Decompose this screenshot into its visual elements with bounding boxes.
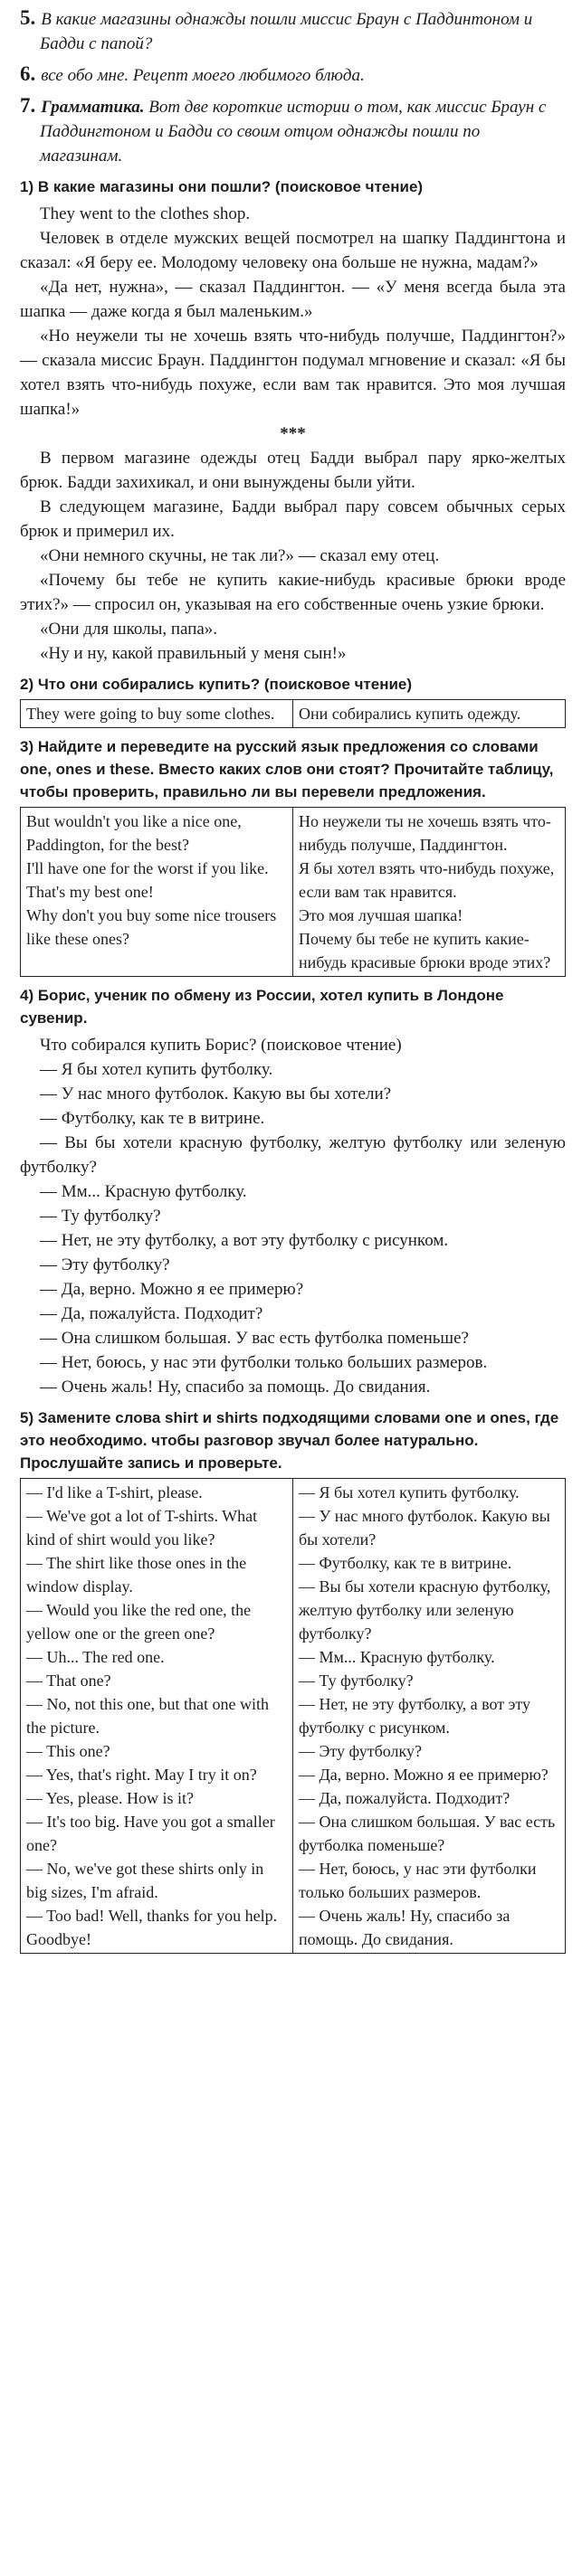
task-6 — [20, 62, 566, 88]
table-line: — Мм... Красную футболку. — [299, 1648, 495, 1666]
dialog-line: — Эту футболку? — [40, 1255, 170, 1274]
table-line: I'll have one for the worst if you like. — [26, 859, 269, 877]
table-line: But wouldn't you like a nice one, Paddington, for the best? — [26, 812, 242, 854]
section-separator: *** — [280, 424, 306, 443]
story-line: «Почему бы тебе не купить какие-нибудь красивые брюки вроде этих?» — спросил он, указывая на его собственные очень узкие брюки. — [20, 571, 566, 614]
task-number: 5. — [20, 6, 36, 29]
table-line: — Uh... The red one. — [26, 1648, 165, 1666]
section-5-heading: 5) Замените слова shirt и shirts подходящими словами one и ones, где это необходимо. чтобы разговор звучал более натурально. Прослушайте запись и проверьте. — [20, 1409, 559, 1472]
task-number: 7. — [20, 94, 36, 117]
dialog-line: — Она слишком большая. У вас есть футболка поменьше? — [40, 1329, 469, 1348]
table-line: — Нет, не эту футболку, а вот эту футболку с рисунком. — [299, 1695, 530, 1737]
task-text: Вот две короткие истории о том, как миссис Браун с Паддингтоном и Бадди со своим отцом однажды пошли по магазинам. — [40, 98, 547, 166]
answer-table — [20, 699, 566, 728]
table-line: — This one? — [26, 1742, 110, 1760]
dialog-line: — Ту футболку? — [40, 1207, 161, 1226]
task-number: 6. — [20, 62, 36, 85]
dialog-line: — Да, верно. Можно я ее примерю? — [40, 1280, 304, 1299]
dialog-line: Что собирался купить Борис? (поисковое чтение) — [40, 1036, 402, 1055]
table-line: — That one? — [26, 1672, 111, 1690]
table-line: — It's too big. Have you got a smaller one? — [26, 1813, 275, 1854]
table-line: Это моя лучшая шапка! — [299, 906, 463, 924]
table-cell-en: They were going to buy some clothes. — [21, 700, 293, 728]
table-line: — Да, пожалуйста. Подходит? — [299, 1789, 510, 1807]
table-line: — The shirt like those ones in the window display. — [26, 1554, 247, 1596]
table-cell-ru — [293, 808, 566, 977]
table-line: — Too bad! Well, thanks for you help. Goodbye! — [26, 1907, 278, 1948]
translation-table — [20, 807, 566, 977]
dialog-line: — Мм... Красную футболку. — [40, 1182, 247, 1201]
story-line: В следующем магазине, Бадди выбрал пару совсем обычных серых брюк и примерил их. — [20, 497, 566, 541]
table-line: That's my best one! — [26, 883, 154, 901]
task-7 — [20, 93, 566, 168]
table-line: — Yes, please. How is it? — [26, 1789, 194, 1807]
section-4-heading: 4) Борис, ученик по обмену из России, хотел купить в Лондоне сувенир. — [20, 987, 504, 1027]
table-line: — No, we've got these shirts only in big sizes, I'm afraid. — [26, 1860, 264, 1901]
table-line: Why don't you buy some nice trousers like these ones? — [26, 906, 277, 948]
section-1-heading: 1) В какие магазины они пошли? (поисковое чтение) — [20, 178, 424, 195]
table-line: — No, not this one, but that one with the picture. — [26, 1695, 269, 1737]
table-line: — Вы бы хотели красную футболку, желтую футболку или зеленую футболку? — [299, 1577, 551, 1643]
dialog-line: — Нет, боюсь, у нас эти футболки только больших размеров. — [40, 1353, 488, 1372]
table-cell-ru — [293, 1479, 566, 1954]
story-line: «Да нет, нужна», — сказал Паддингтон. — «У меня всегда была эта шапка — даже когда я был маленьким.» — [20, 278, 566, 321]
table-line: Но неужели ты не хочешь взять что-нибудь получше, Паддингтон. — [299, 812, 551, 854]
table-cell-en — [21, 808, 293, 977]
table-line: Я бы хотел взять что-нибудь похуже, если вам так нравится. — [299, 859, 555, 901]
table-line: — Эту футболку? — [299, 1742, 422, 1760]
dialog-line: — Вы бы хотели красную футболку, желтую футболку или зеленую футболку? — [20, 1133, 566, 1177]
table-row — [21, 1479, 566, 1954]
section-3-heading: 3) Найдите и переведите на русский язык предложения со словами one, ones и these. Вместо каких слов они стоят? Прочитайте таблицу, чтобы проверить, правильно ли вы перевели предложения. — [20, 738, 554, 800]
table-row — [21, 700, 566, 728]
story-line: В первом магазине одежды отец Бадди выбрал пару ярко-желтых брюк. Бадди захихикал, и они вынуждены были уйти. — [20, 449, 566, 492]
task-label: Грамматика. — [41, 98, 145, 117]
story-line: «Ну и ну, какой правильный у меня сын!» — [40, 644, 347, 663]
table-line: — Да, верно. Можно я ее примерю? — [299, 1766, 549, 1784]
dialog-line: — У нас много футболок. Какую вы бы хотели? — [40, 1084, 392, 1103]
table-line: — Футболку, как те в витрине. — [299, 1554, 512, 1572]
dialog-line: — Да, пожалуйста. Подходит? — [40, 1304, 263, 1323]
table-line: — We've got a lot of T-shirts. What kind of shirt would you like? — [26, 1507, 258, 1548]
table-cell-en — [21, 1479, 293, 1954]
task-text: все обо мне. Рецепт моего любимого блюда. — [41, 66, 365, 85]
story-line: «Но неужели ты не хочешь взять что-нибудь получше, Паддингтон?» — сказала миссис Браун. Паддингтон подумал мгновение и сказал: «Я бы хотел взять что-нибудь похуже, если вам так нравится. Это моя лучшая шапка!» — [20, 327, 566, 419]
story-line: «Они немного скучны, не так ли?» — сказал ему отец. — [40, 546, 440, 565]
dialog-table — [20, 1478, 566, 1954]
table-line: — Yes, that's right. May I try it on? — [26, 1766, 257, 1784]
section-2-heading: 2) Что они собирались купить? (поисковое чтение) — [20, 676, 413, 693]
table-line: — I'd like a T-shirt, please. — [26, 1483, 203, 1501]
table-line: — Ту футболку? — [299, 1672, 414, 1690]
dialog-line: — Футболку, как те в витрине. — [40, 1109, 265, 1128]
table-line: Почему бы тебе не купить какие-нибудь красивые брюки вроде этих? — [299, 930, 551, 971]
table-row — [21, 808, 566, 977]
table-line: — Она слишком большая. У вас есть футболка поменьше? — [299, 1813, 556, 1854]
table-line: — Очень жаль! Ну, спасибо за помощь. До свидания. — [299, 1907, 510, 1948]
story-line: Человек в отделе мужских вещей посмотрел на шапку Паддингтона и сказал: «Я беру ее. Молодому человеку она больше не нужна, мадам?» — [20, 229, 566, 272]
task-5 — [20, 5, 566, 56]
table-cell-ru: Они собирались купить одежду. — [293, 700, 566, 728]
table-line: — Would you like the red one, the yellow one or the green one? — [26, 1601, 252, 1643]
dialog-line: — Очень жаль! Ну, спасибо за помощь. До свидания. — [40, 1378, 431, 1397]
story-line: They went to the clothes shop. — [40, 204, 251, 223]
dialog-line: — Нет, не эту футболку, а вот эту футболку с рисунком. — [40, 1231, 449, 1250]
story-line: «Они для школы, папа». — [40, 620, 218, 639]
table-line: — Нет, боюсь, у нас эти футболки только больших размеров. — [299, 1860, 537, 1901]
table-line: — У нас много футболок. Какую вы бы хотели? — [299, 1507, 550, 1548]
dialog-line: — Я бы хотел купить футболку. — [40, 1060, 273, 1079]
table-line: — Я бы хотел купить футболку. — [299, 1483, 520, 1501]
task-text: В какие магазины однажды пошли миссис Браун с Паддинтоном и Бадди с папой? — [40, 10, 533, 53]
document-page — [20, 5, 566, 1961]
